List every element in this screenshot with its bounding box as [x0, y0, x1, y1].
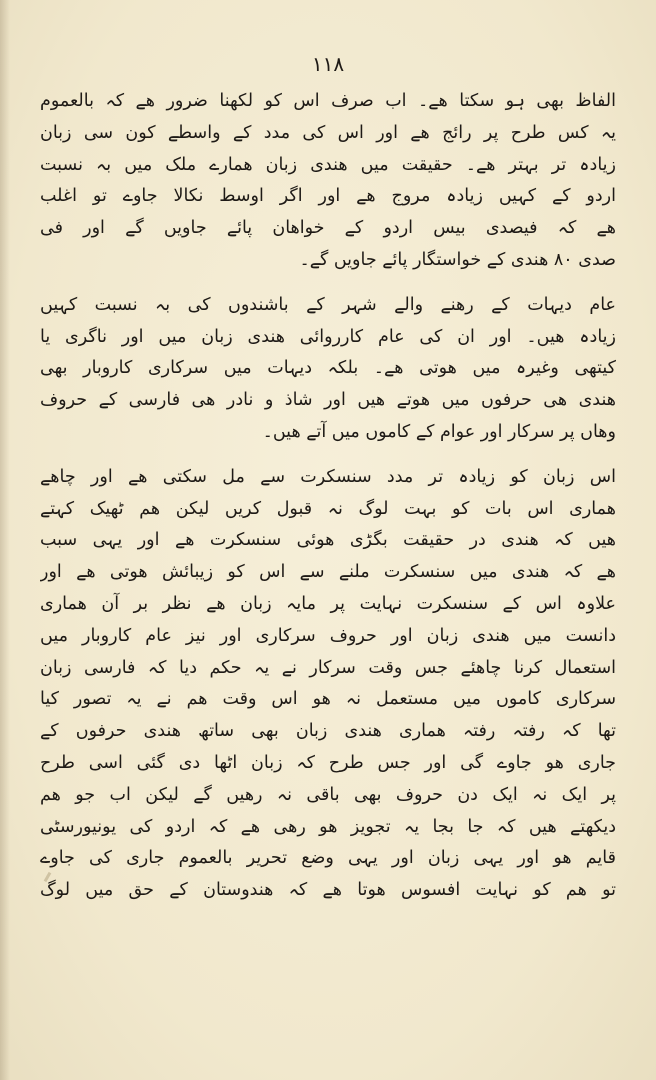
- text-line: دیکھتے ھیں کہ جا بجا یہ تجویز ھو رھی ھے کہ اردو کی یونیورسٹی: [40, 816, 616, 837]
- text-line: کیتھی وغیرہ میں ھوتی ھے۔ بلکہ دیہات میں سرکاری کاروبار بھی: [40, 358, 616, 379]
- paragraph-gap: [40, 277, 616, 290]
- paragraph-3: [40, 462, 616, 907]
- text-line: استعمال کرنا چاھئے جس وقت سرکار نے یہ حکم دیا کہ فارسی زبان: [40, 657, 616, 678]
- page-number: ۱۱۸: [311, 52, 345, 76]
- text-line: اردو کے کہیں زیادہ مروج ھے اور اگر اوسط نکالا جاوے تو اغلب: [40, 186, 616, 207]
- text-line: علاوہ اس کے سنسکرت نہایت پر مایہ زبان ھے نظر بر آن ھماری: [40, 593, 616, 614]
- paragraph-gap: [40, 449, 616, 462]
- text-line: الفاظ بھی ہو سکتا ھے۔ اب صرف اس کو لکھنا ضرور ھے کہ بالعموم: [40, 91, 616, 111]
- text-line: ھماری اس بات کو بہت لوگ نہ قبول کریں لیکن ھم ٹھیک کہتے: [40, 498, 616, 519]
- paragraph-1: [40, 86, 616, 277]
- page-body: [40, 86, 616, 907]
- text-line: ھندی ھی حرفوں میں ھوتے ھیں اور شاذ و نادر ھی فارسی کے حروف: [40, 390, 616, 411]
- text-line: زیادہ تر بہتر ھے۔ حقیقت میں ھندی زبان ھمارے ملک میں بہ نسبت: [40, 154, 616, 175]
- text-line: قایم ھو اور یہی زبان اور یہی وضع تحریر بالعموم جاری کی جاوے: [40, 848, 616, 869]
- text-line: یہ کس طرح پر رائج ھے اور اس کی مدد کے واسطے کون سی زبان: [40, 122, 616, 143]
- text-line: ھے کہ فیصدی بیس اردو کے خواھان پائے جاویں گے اور فی: [40, 218, 616, 239]
- text-line: عام دیہات کے رھنے والے شہر کے باشندوں کی بہ نسبت کہیں: [40, 294, 616, 315]
- text-line: سرکاری کاموں میں مستعمل نہ ھو اس وقت ھم نے یہ تصور کیا: [40, 689, 616, 710]
- text-line: ھیں کہ ھندی در حقیقت بگڑی ھوئی سنسکرت ھے اور یہی سبب: [40, 530, 616, 551]
- text-line: پر ایک نہ ایک دن حروف بھی باقی نہ رھیں گے لیکن اب جو ھم: [40, 784, 616, 805]
- text-line: زیادہ ھیں۔ اور ان کی عام کارروائی ھندی زبان میں اور ناگری یا: [40, 326, 616, 347]
- text-line: وھاں پر سرکار اور عوام کے کاموں میں آتے ھیں۔: [262, 421, 616, 442]
- text-line: صدی ۸۰ ھندی کے خواستگار پائے جاویں گے۔: [299, 249, 616, 270]
- text-line: جاری ھو جاوے گی اور جس طرح کہ زبان اٹھا دی گئی اسی طرح: [40, 752, 616, 773]
- page-edge-shadow: [0, 0, 10, 1080]
- text-line: تھا کہ رفتہ رفتہ ھماری ھندی زبان بھی ساتھ ھندی حرفوں کے: [40, 721, 616, 742]
- paragraph-2: [40, 290, 616, 449]
- text-line: ھے کہ ھندی میں سنسکرت ملنے سے اس کو زیبائش ھوتی ھے اور: [40, 562, 616, 583]
- text-line: دانست میں ھندی زبان اور حروف سرکاری اور نیز عام کاروبار میں: [40, 625, 616, 646]
- text-line: تو ھم کو نہایت افسوس ھوتا ھے کہ ھندوستان کے حق میں لوگ: [40, 880, 616, 901]
- text-line: اس زبان کو زیادہ تر مدد سنسکرت سے مل سکتی ھے اور چاھے: [40, 466, 616, 487]
